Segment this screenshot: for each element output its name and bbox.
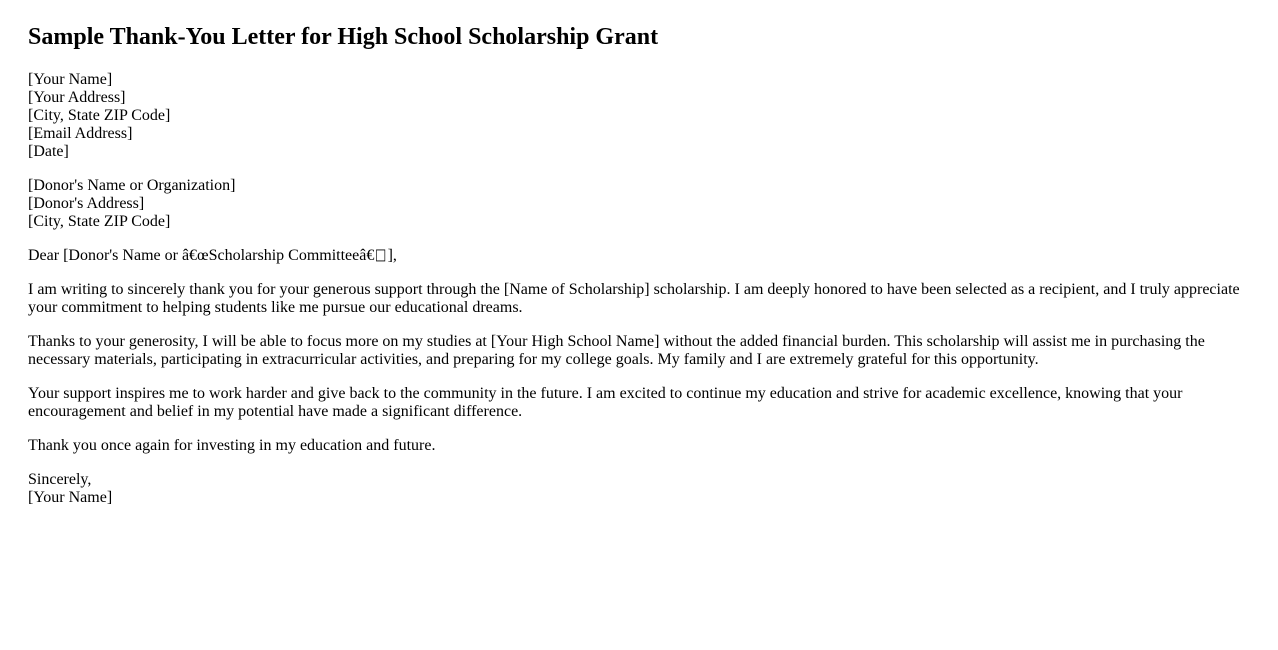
- intro-paragraph: I am writing to sincerely thank you for your generous support through the [Name of Scholarship] scholarship. I am deeply honored to have been selected as a recipient, and I truly appreciate your commitment to helping students like me pursue our educational dreams.: [28, 281, 1240, 316]
- salutation-line: [28, 247, 1250, 265]
- page-title: Sample Thank-You Letter for High School Scholarship Grant: [28, 24, 659, 50]
- sender-city-line: [City, State ZIP Code]: [28, 107, 171, 124]
- salutation-text: Dear [Donor's Name or â€œScholarship Committeeâ€: [28, 247, 375, 264]
- missing-glyph-box: □: [375, 246, 387, 264]
- recipient-name-line: [Donor's Name or Organization]: [28, 177, 236, 194]
- signoff-name-line: [Your Name]: [28, 489, 113, 506]
- recipient-address-block: [28, 177, 1250, 231]
- recipient-address-line: [Donor's Address]: [28, 195, 145, 212]
- salutation-suffix: ],: [387, 247, 397, 264]
- inspiration-paragraph: Your support inspires me to work harder and give back to the community in the future. I am excited to continue my education and strive for academic excellence, knowing that your encouragement and belief in my potential have made a significant difference.: [28, 385, 1183, 420]
- signoff-sincerely-line: Sincerely,: [28, 471, 92, 488]
- generosity-paragraph: Thanks to your generosity, I will be able to focus more on my studies at [Your High School Name] without the added financial burden. This scholarship will assist me in purchasing the necessary materials, participating in extracurricular activities, and preparing for my college goals. My family and I are extremely grateful for this opportunity.: [28, 333, 1205, 368]
- sender-email-line: [Email Address]: [28, 125, 133, 142]
- recipient-city-line: [City, State ZIP Code]: [28, 213, 171, 230]
- signoff-block: [28, 471, 1250, 507]
- sender-name-line: [Your Name]: [28, 71, 113, 88]
- closing-paragraph: Thank you once again for investing in my education and future.: [28, 437, 436, 454]
- sender-address-block: [28, 71, 1250, 161]
- sender-address-line: [Your Address]: [28, 89, 126, 106]
- sender-date-line: [Date]: [28, 143, 69, 160]
